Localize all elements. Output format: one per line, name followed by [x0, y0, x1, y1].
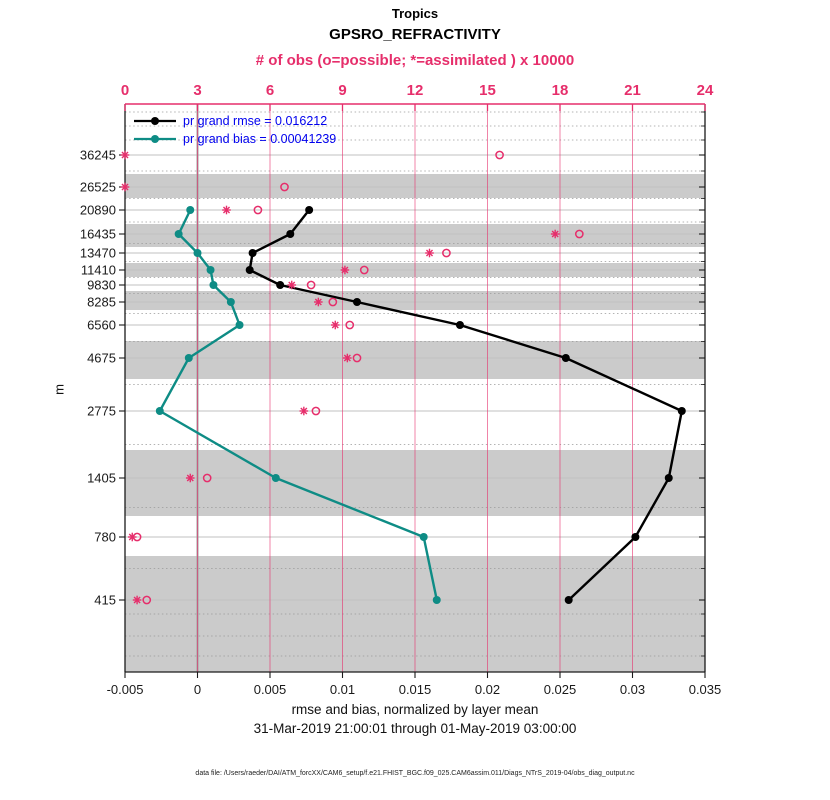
- top-tick-label: 21: [624, 82, 641, 99]
- bottom-tick-label: 0.03: [619, 682, 646, 697]
- bottom-tick-label: 0.02: [474, 682, 501, 697]
- top-tick-label: 6: [265, 82, 275, 99]
- series-point: [433, 596, 441, 604]
- legend-label-bias: pr grand bias = 0.00041239: [183, 132, 337, 146]
- top-tick-label: 12: [406, 82, 424, 99]
- bottom-axis-label: rmse and bias, normalized by layer mean: [291, 702, 539, 717]
- bottom-tick-label: -0.005: [106, 682, 144, 697]
- y-tick-label: 1405: [87, 470, 116, 486]
- series-point: [456, 321, 464, 329]
- y-tick-label: 26525: [79, 179, 116, 195]
- series-point: [185, 354, 193, 362]
- series-point: [353, 298, 361, 306]
- bottom-tick-label: 0.005: [253, 682, 287, 697]
- series-point: [420, 533, 428, 541]
- y-axis-label: m: [51, 384, 67, 395]
- bottom-tick-label: 0.015: [398, 682, 432, 697]
- chart-region-title: Tropics: [391, 6, 439, 21]
- y-tick-label: 4675: [87, 350, 116, 366]
- y-tick-label: 415: [94, 592, 116, 608]
- series-point: [246, 266, 254, 274]
- series-point: [209, 281, 217, 289]
- series-point: [565, 596, 573, 604]
- y-tick-label: 36245: [79, 147, 116, 163]
- top-tick-label: 3: [193, 82, 202, 99]
- datafile-path: data file: /Users/raeder/DAI/ATM_forcXX/CAM6_setup/f.e21.FHIST_BGC.f09_025.CAM6assim.011/Diags_NTrS_2019-04/obs_diag_output.nc: [195, 770, 635, 777]
- bias-line-swatch: [132, 133, 178, 145]
- y-tick-label: 16435: [79, 226, 116, 242]
- series-point: [175, 230, 183, 238]
- top-tick-label: 18: [551, 82, 569, 99]
- y-tick-label: 9830: [87, 277, 116, 293]
- series-point: [276, 281, 284, 289]
- y-tick-label: 780: [94, 529, 116, 545]
- series-point: [678, 407, 686, 415]
- date-range-label: 31-Mar-2019 21:00:01 through 01-May-2019 03:00:00: [253, 721, 577, 736]
- series-point: [186, 206, 194, 214]
- top-axis-label: # of obs (o=possible; *=assimilated ) x 10000: [255, 52, 575, 69]
- y-tick-label: 2775: [87, 403, 116, 419]
- y-tick-label: 20890: [79, 202, 116, 218]
- legend-label-rmse: pr grand rmse = 0.016212: [183, 114, 328, 128]
- bottom-tick-label: 0.025: [543, 682, 577, 697]
- series-point: [665, 474, 673, 482]
- series-point: [272, 474, 280, 482]
- series-point: [249, 249, 257, 257]
- series-point: [194, 249, 202, 257]
- series-point: [156, 407, 164, 415]
- bottom-tick-label: 0.035: [688, 682, 722, 697]
- y-tick-label: 6560: [87, 317, 116, 333]
- legend: [132, 112, 336, 148]
- chart-variable-title: GPSRO_REFRACTIVITY: [329, 26, 501, 43]
- bottom-tick-label: 0.01: [329, 682, 356, 697]
- series-point: [631, 533, 639, 541]
- series-point: [562, 354, 570, 362]
- series-point: [286, 230, 294, 238]
- bottom-tick-label: 0: [193, 682, 202, 697]
- rmse-line-swatch: [132, 115, 178, 127]
- top-tick-label: 0: [120, 82, 130, 99]
- top-tick-label: 9: [338, 82, 347, 99]
- legend-item-bias: [132, 130, 336, 148]
- series-point: [305, 206, 313, 214]
- series-point: [227, 298, 235, 306]
- y-tick-label: 8285: [87, 294, 116, 310]
- series-point: [207, 266, 215, 274]
- top-tick-label: 15: [479, 82, 496, 99]
- legend-item-rmse: [132, 112, 336, 130]
- series-point: [236, 321, 244, 329]
- y-tick-label: 13470: [79, 245, 116, 261]
- y-tick-label: 11410: [80, 262, 116, 278]
- top-tick-label: 24: [696, 82, 714, 99]
